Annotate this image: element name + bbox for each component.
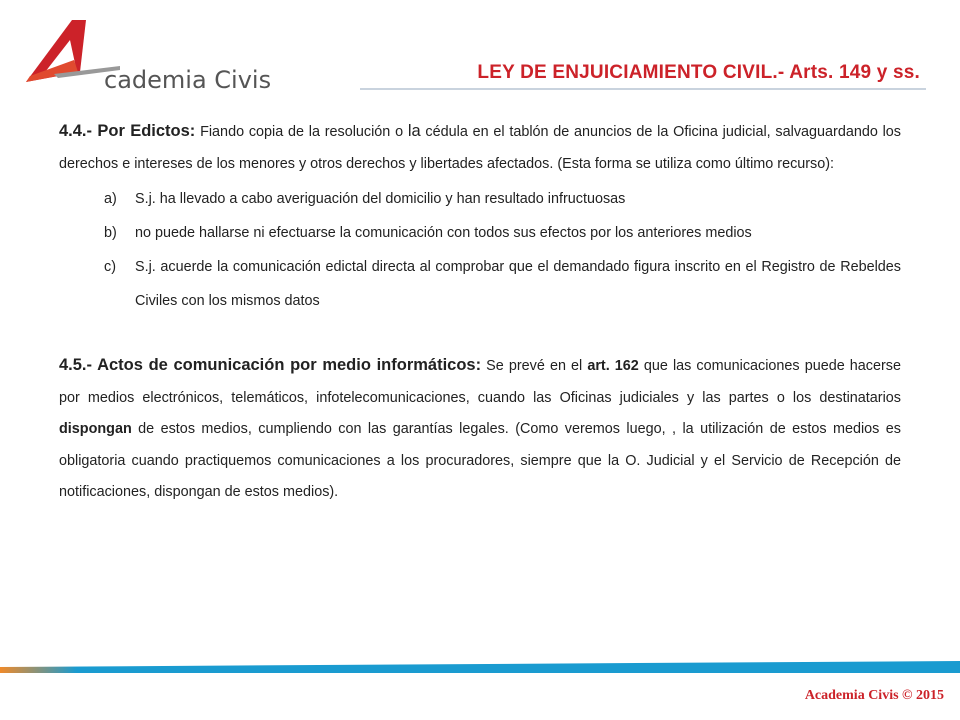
section-informaticos-text-c: de estos medios, cumpliendo con las garantías legales. (Como veremos luego, , la utilización de estos medios es obligatoria cuando practiquemos comunicaciones a los procuradores, siempre que la O. Judicial y el Servicio de Recepción de notificaciones, dispongan de estos medios). <box>59 421 901 500</box>
list-item <box>59 250 901 318</box>
list-marker: a) <box>104 191 117 207</box>
section-informaticos-text-b: que las comunicaciones puede hacerse por medios electrónicos, telemáticos, infotelecomunicaciones, cuando las Oficinas judiciales y las partes o los destinatarios <box>59 358 901 406</box>
logo-text: cademia Civis <box>104 66 272 94</box>
slide-content <box>59 116 901 509</box>
section-informaticos-text-a: Se prevé en el <box>481 358 588 374</box>
section-informaticos-paragraph <box>59 350 901 509</box>
list-item <box>59 216 901 250</box>
article-reference: art. 162 <box>587 358 639 374</box>
list-item-text: no puede hallarse ni efectuarse la comunicación con todos sus efectos por los anteriores medios <box>135 225 752 241</box>
section-edictos-heading: 4.4.- Por Edictos: <box>59 122 196 140</box>
footer-copyright: Academia Civis © 2015 <box>804 688 944 703</box>
list-item-text: S.j. ha llevado a cabo averiguación del domicilio y han resultado infructuosas <box>135 191 626 207</box>
section-edictos-text-a: Fiando copia de la resolución o <box>195 124 408 140</box>
list-marker: b) <box>104 225 117 241</box>
section-edictos-text-b: cédula en el tablón de anuncios de la Oficina judicial, salvaguardando los derechos e intereses de los menores y otros derechos y libertades afectados. (Esta forma se utiliza como último recurso): <box>59 124 901 172</box>
list-marker: c) <box>104 259 116 275</box>
slide-title: LEY DE ENJUICIAMIENTO CIVIL.- Arts. 149 y ss. <box>477 62 920 83</box>
edictos-conditions-list <box>59 182 901 318</box>
academia-civis-logo <box>20 16 272 94</box>
footer-stripe <box>0 661 960 673</box>
dispongan-emphasis: dispongan <box>59 421 132 437</box>
section-edictos-text-la: la <box>407 122 421 140</box>
list-item <box>59 182 901 216</box>
title-divider <box>360 88 926 90</box>
section-informaticos-heading: 4.5.- Actos de comunicación por medio informáticos: <box>59 356 482 374</box>
section-edictos-paragraph <box>59 116 901 180</box>
list-item-text: S.j. acuerde la comunicación edictal directa al comprobar que el demandado figura inscrito en el Registro de Rebeldes Civiles con los mismos datos <box>135 259 901 309</box>
